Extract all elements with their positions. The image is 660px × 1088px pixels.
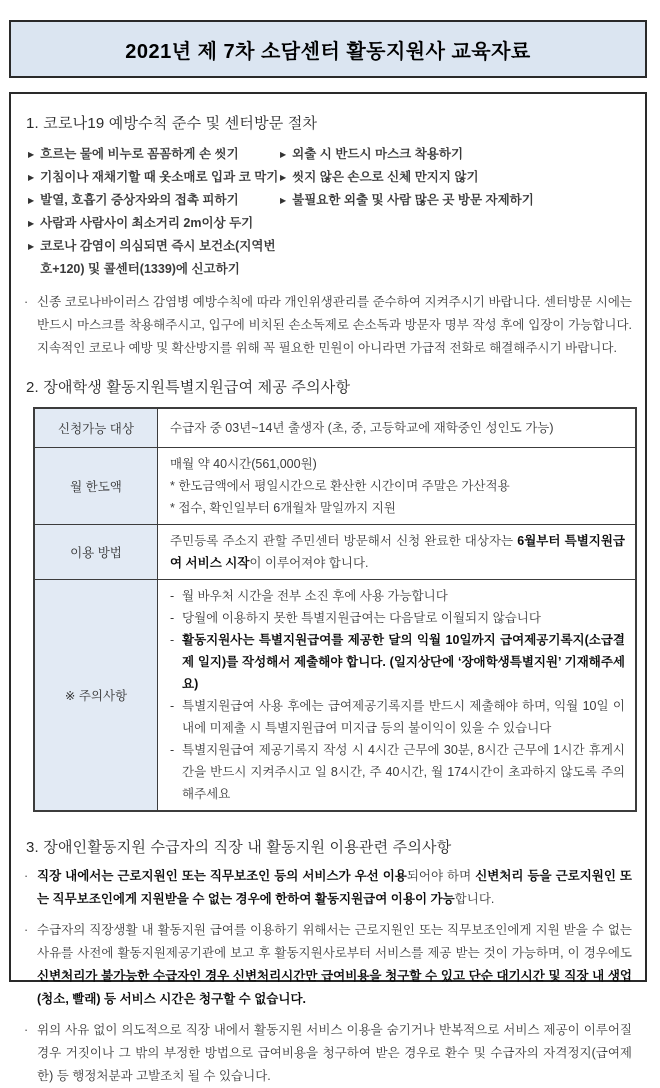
table-cell-line: [170, 417, 625, 439]
workplace-paragraph: [24, 919, 632, 1011]
covid-rule-text: 사람과 사람사이 최소거리 2m이상 두기: [40, 216, 254, 230]
triangle-bullet-icon: ▶: [280, 196, 287, 205]
covid-rule-row: [28, 166, 632, 189]
table-cell-text: 당월에 이용하지 못한 특별지원급여는 다음달로 이월되지 않습니다: [182, 611, 541, 625]
middle-dot-marker: ·: [24, 869, 29, 883]
middle-dot-marker: ·: [24, 923, 29, 937]
section-workplace: [24, 836, 632, 1088]
covid-rules-list: [28, 143, 632, 281]
table-cell-line: [170, 607, 625, 629]
table-cell-line: [170, 629, 625, 695]
table-label-cell: 이용 방법: [34, 525, 158, 580]
content-box: [9, 92, 647, 1083]
covid-rule-item: [280, 143, 632, 166]
table-content-cell: [158, 448, 637, 525]
triangle-bullet-icon: ▶: [280, 150, 287, 159]
table-row: [34, 525, 636, 580]
workplace-paragraph: [24, 1019, 632, 1088]
workplace-paragraph-text: 직장 내에서는 근로지원인 또는 직무보조인 등의 서비스가 우선 이용되어야 하며 신변처리 등을 근로지원인 또는 직무보조인에게 지원받을 수 없는 경우에 한하여 활동지원급여 이용이 가능합니다.: [37, 869, 632, 906]
table-label-cell: ※ 주의사항: [34, 580, 158, 812]
dash-marker: -: [170, 611, 175, 625]
covid-rule-text: 외출 시 반드시 마스크 착용하기: [292, 147, 464, 161]
table-cell-text: * 한도금액에서 평일시간으로 환산한 시간이며 주말은 가산적용: [170, 479, 510, 493]
triangle-bullet-icon: ▶: [28, 242, 35, 251]
table-cell-text: 수급자 중 03년~14년 출생자 (초, 중, 고등학교에 재학중인 성인도 가능): [170, 421, 554, 435]
covid-rule-row: [28, 143, 632, 166]
section-special-benefit: [24, 376, 632, 812]
table-cell-text: 매월 약 40시간(561,000원): [170, 457, 317, 471]
table-cell-text: * 접수, 확인일부터 6개월차 말일까지 지원: [170, 501, 396, 515]
table-cell-text: 월 바우처 시간을 전부 소진 후에 사용 가능합니다: [182, 589, 448, 603]
table-cell-text: 주민등록 주소지 관할 주민센터 방문해서 신청 완료한 대상자는 6월부터 특별지원급여 서비스 시작이 이루어져야 합니다.: [170, 534, 625, 570]
table-label-cell: 신청가능 대상: [34, 408, 158, 448]
table-cell-text: 특별지원급여 사용 후에는 급여제공기록지를 반드시 제출해야 하며, 익월 10일 이내에 미제출 시 특별지원급여 미지급 등의 불이익이 있을 수 있습니다: [182, 699, 625, 735]
covid-rule-item: [28, 235, 280, 281]
table-content-cell: [158, 580, 637, 812]
table-row: [34, 408, 636, 448]
table-cell-line: [170, 475, 625, 497]
table-row: [34, 448, 636, 525]
workplace-paragraph-text: 위의 사유 없이 의도적으로 직장 내에서 활동지원 서비스 이용을 숨기거나 반복적으로 서비스 제공이 이루어질 경우 거짓이나 그 밖의 부정한 방법으로 급여비용을 청구하여 받은 경우로 환수 및 수급자의 자격정지(급여제한) 등 행정처분과 고발조치 될 수 있습니다.: [37, 1023, 632, 1083]
document-title-box: [9, 20, 647, 78]
section2-heading: 2. 장애학생 활동지원특별지원급여 제공 주의사항: [26, 379, 351, 396]
table-content-cell: [158, 408, 637, 448]
table-row: [34, 580, 636, 812]
table-label-cell: 월 한도액: [34, 448, 158, 525]
table-cell-text: 특별지원급여 제공기록지 작성 시 4시간 근무에 30분, 8시간 근무에 1시간 휴게시간을 반드시 지켜주시고 일 8시간, 주 40시간, 월 174시간이 초과하지 않도록 주의해주세요: [182, 743, 625, 801]
table-content-cell: [158, 525, 637, 580]
section3-heading: 3. 장애인활동지원 수급자의 직장 내 활동지원 이용관련 주의사항: [26, 839, 452, 856]
covid-rule-text: 발열, 호흡기 증상자와의 접촉 피하기: [40, 193, 239, 207]
covid-rule-text: 씻지 않은 손으로 신체 만지지 않기: [292, 170, 479, 184]
table-cell-line: [170, 453, 625, 475]
covid-note-text: 신종 코로나바이러스 감염병 예방수칙에 따라 개인위생관리를 준수하여 지켜주시기 바랍니다. 센터방문 시에는 반드시 마스크를 착용해주시고, 입구에 비치된 손소독제로 손소독과 방문자 명부 작성 후에 입장이 가능합니다. 지속적인 코로나 예방 및 확산방지를 위해 꼭 필요한 민원이 아니라면 가급적 전화로 해결해주시기 바랍니다.: [37, 295, 632, 355]
covid-rule-row: [28, 189, 632, 212]
table-cell-line: [170, 530, 625, 574]
covid-rule-row: [28, 212, 632, 235]
covid-note: [24, 291, 632, 360]
middle-dot-marker: ·: [24, 1023, 29, 1037]
section1-heading: 1. 코로나19 예방수칙 준수 및 센터방문 절차: [26, 115, 318, 132]
section-covid-rules: [24, 112, 632, 360]
covid-rule-text: 불필요한 외출 및 사람 많은 곳 방문 자제하기: [292, 193, 534, 207]
dash-marker: -: [170, 633, 175, 647]
covid-rule-row: [28, 235, 632, 281]
table-cell-text: 활동지원사는 특별지원급여를 제공한 달의 익월 10일까지 급여제공기록지(소급결제 일지)를 작성해서 제출해야 합니다. (일지상단에 ‘장애학생특별지원’ 기재해주세요): [182, 633, 625, 691]
document-title: 2021년 제 7차 소담센터 활동지원사 교육자료: [125, 40, 531, 63]
middle-dot-marker: ·: [24, 295, 29, 309]
triangle-bullet-icon: ▶: [28, 219, 35, 228]
table-cell-line: [170, 497, 625, 519]
triangle-bullet-icon: ▶: [28, 150, 35, 159]
dash-marker: -: [170, 743, 175, 757]
table-cell-line: [170, 695, 625, 739]
covid-rule-item: [280, 166, 632, 189]
table-cell-line: [170, 585, 625, 607]
covid-rule-item: [28, 189, 280, 212]
triangle-bullet-icon: ▶: [28, 173, 35, 182]
workplace-paragraph: [24, 865, 632, 911]
triangle-bullet-icon: ▶: [280, 173, 287, 182]
covid-rule-text: 흐르는 물에 비누로 꼼꼼하게 손 씻기: [40, 147, 239, 161]
covid-rule-text: 기침이나 재채기할 때 옷소매로 입과 코 막기: [40, 170, 279, 184]
special-benefit-table-body: [34, 408, 636, 811]
workplace-paragraphs: [24, 865, 632, 1088]
covid-rule-item: [28, 212, 280, 235]
special-benefit-table: [33, 407, 637, 812]
table-cell-line: [170, 739, 625, 805]
covid-rule-item: [28, 166, 280, 189]
dash-marker: -: [170, 589, 175, 603]
covid-rule-text: 코로나 감염이 의심되면 즉시 보건소(지역번호+120) 및 콜센터(1339)에 신고하기: [40, 239, 276, 276]
triangle-bullet-icon: ▶: [28, 196, 35, 205]
dash-marker: -: [170, 699, 175, 713]
workplace-paragraph-text: 수급자의 직장생활 내 활동지원 급여를 이용하기 위해서는 근로지원인 또는 직무보조인에게 지원 받을 수 없는 사유를 사전에 활동지원제공기관에 보고 후 활동지원사로부터 서비스를 제공 받는 것이 가능하며, 이 경우에도 신변처리가 불가능한 수급자인 경우 신변처리시간만 급여비용을 청구할 수 있고 단순 대기시간 및 직장 내 생업(청소, 빨래) 등 서비스 시간은 청구할 수 없습니다.: [37, 923, 632, 1006]
covid-rule-item: [280, 189, 632, 212]
covid-rule-item: [28, 143, 280, 166]
